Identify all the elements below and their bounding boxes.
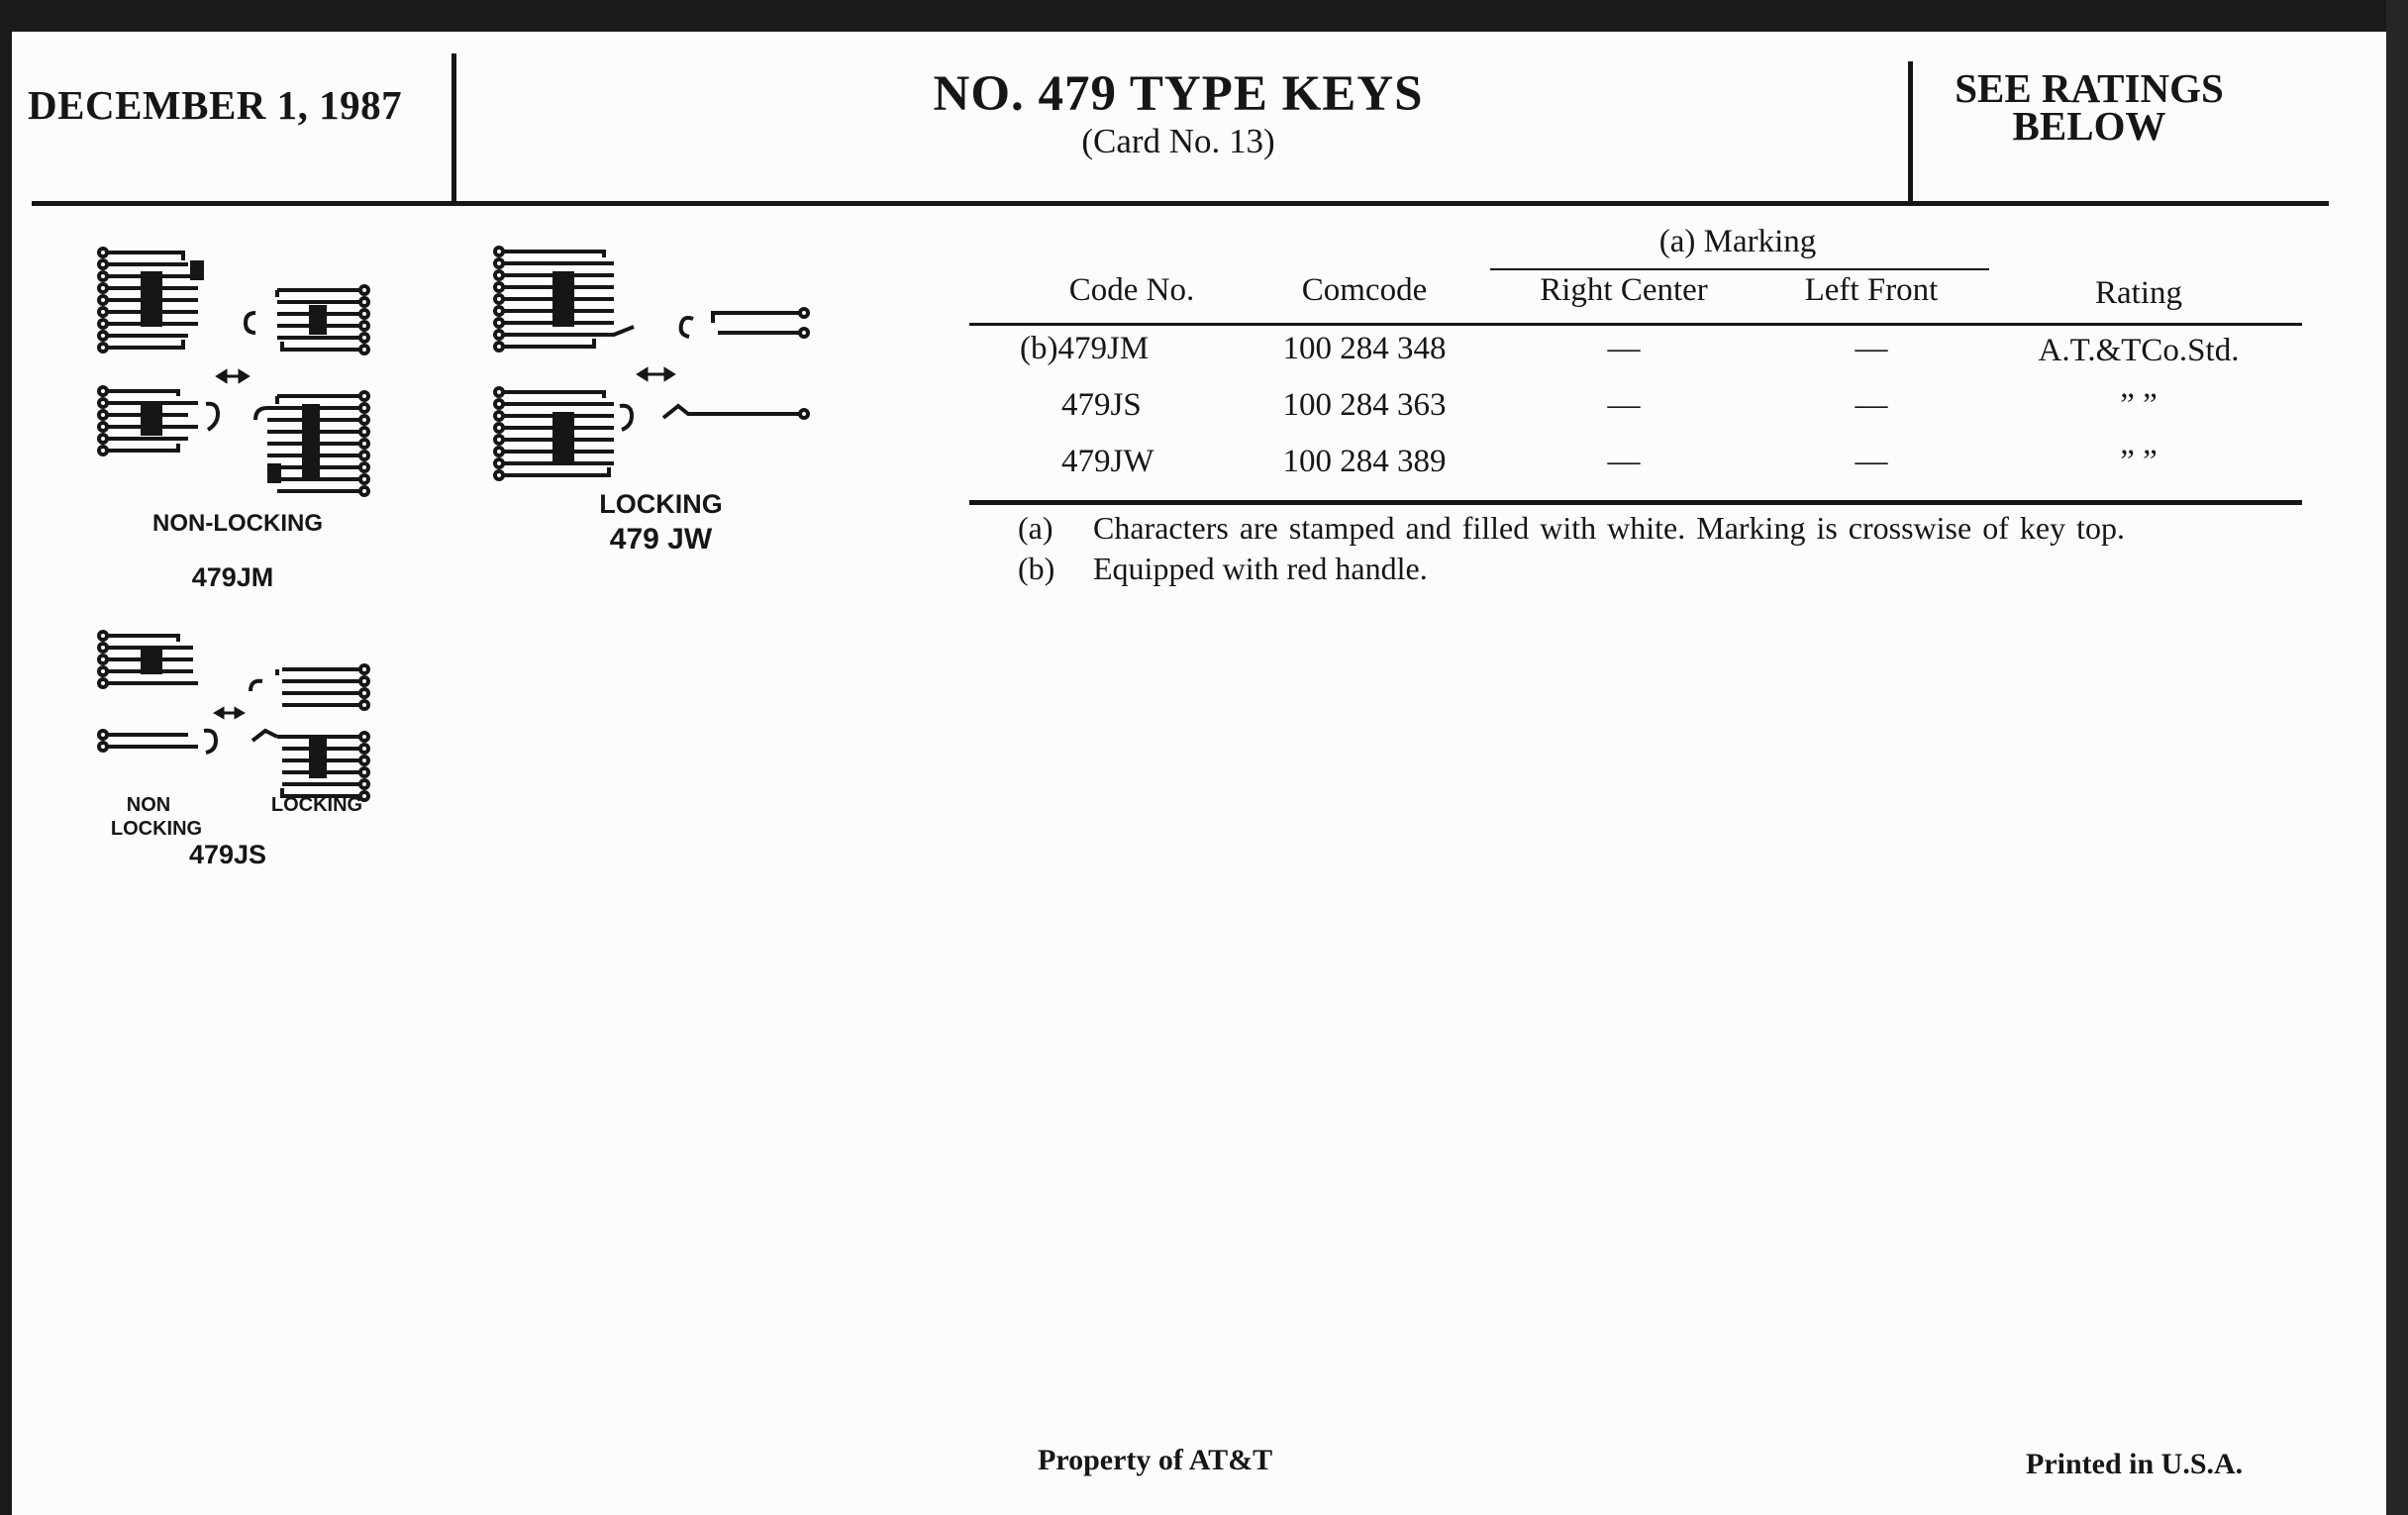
row3-left-front: — [1855, 444, 1888, 479]
js-lever-arrow [216, 709, 243, 717]
note-b-marker: (b) [1018, 551, 1055, 586]
row3-code: 479JW [1061, 444, 1154, 479]
table-header-rule [969, 323, 2302, 326]
marking-group-header: (a) Marking [1658, 224, 1817, 259]
js-label-code: 479JS [188, 840, 267, 869]
col-header-right-center: Right Center [1540, 272, 1708, 308]
col-header-left-front: Left Front [1804, 272, 1939, 308]
jm-block-1 [141, 271, 162, 327]
row1-code: (b)479JM [1020, 331, 1150, 366]
note-b-text: Equipped with red handle. [1093, 551, 1428, 586]
js-label-locking-left: LOCKING [110, 818, 203, 840]
row1-comcode: 100 284 348 [1282, 331, 1447, 366]
col-header-code: Code No. [1068, 272, 1195, 308]
jm-block-1-cap [190, 260, 204, 280]
note-a-marker: (a) [1018, 510, 1054, 546]
jm-label-code: 479JM [191, 562, 274, 592]
row3-comcode: 100 284 389 [1282, 444, 1447, 479]
js-block-2 [309, 739, 327, 778]
js-label-non: NON [126, 794, 171, 816]
row3-right-center: — [1607, 444, 1641, 479]
card-title-block [436, 65, 1921, 160]
col-header-comcode: Comcode [1301, 272, 1428, 308]
jm-block-2 [309, 305, 327, 335]
js-label-locking-right: LOCKING [270, 794, 363, 816]
jm-block-3 [141, 402, 162, 436]
jw-block-2 [552, 412, 574, 465]
row1-left-front: — [1855, 331, 1888, 366]
card-subtitle: (Card No. 13) [1081, 122, 1275, 160]
table-bottom-rule [969, 500, 2302, 505]
rating-note-line2: BELOW [2012, 103, 2166, 149]
js-lower-springs [99, 731, 368, 800]
row2-code: 479JS [1061, 387, 1142, 423]
jw-upper-springs [495, 248, 808, 351]
header-divider-left [452, 53, 456, 202]
row2-right-center: — [1607, 387, 1641, 423]
jw-block-1 [552, 271, 574, 327]
scan-border [2386, 0, 2408, 1515]
row3-rating: ” ” [2120, 444, 2157, 479]
col-header-rating: Rating [2095, 275, 2182, 311]
jw-label-code: 479 JW [609, 523, 713, 556]
card-date: DECEMBER 1, 1987 [28, 82, 403, 128]
row2-left-front: — [1855, 387, 1888, 423]
jm-upper-right-springs [246, 286, 368, 354]
card-title: NO. 479 TYPE KEYS [933, 66, 1424, 122]
row1-right-center: — [1607, 331, 1641, 366]
rating-note [1921, 65, 2258, 149]
marking-group-rule [1490, 268, 1989, 270]
footer-property: Property of AT&T [1038, 1444, 1273, 1476]
js-upper-springs [99, 632, 368, 709]
header-bottom-rule [32, 201, 2329, 206]
jm-lever-arrow [218, 371, 248, 381]
footer-printed: Printed in U.S.A. [2026, 1448, 2244, 1480]
note-a-text: Characters are stamped and filled with white. Marking is crosswise of key top. [1093, 510, 2125, 546]
jm-block-4 [302, 404, 320, 481]
jm-block-4-cap [267, 463, 281, 483]
jw-lever-arrow [639, 369, 673, 379]
row2-rating: ” ” [2120, 387, 2157, 423]
row1-rating: A.T.&TCo.Std. [2038, 333, 2240, 368]
jw-lower-springs [495, 388, 808, 479]
js-block-1 [141, 649, 162, 674]
jw-label-type: LOCKING [599, 489, 723, 519]
jm-label-type: NON-LOCKING [152, 510, 323, 537]
row2-comcode: 100 284 363 [1282, 387, 1447, 423]
rating-note-line1: SEE RATINGS [1955, 65, 2224, 111]
header-divider-right [1908, 61, 1913, 202]
